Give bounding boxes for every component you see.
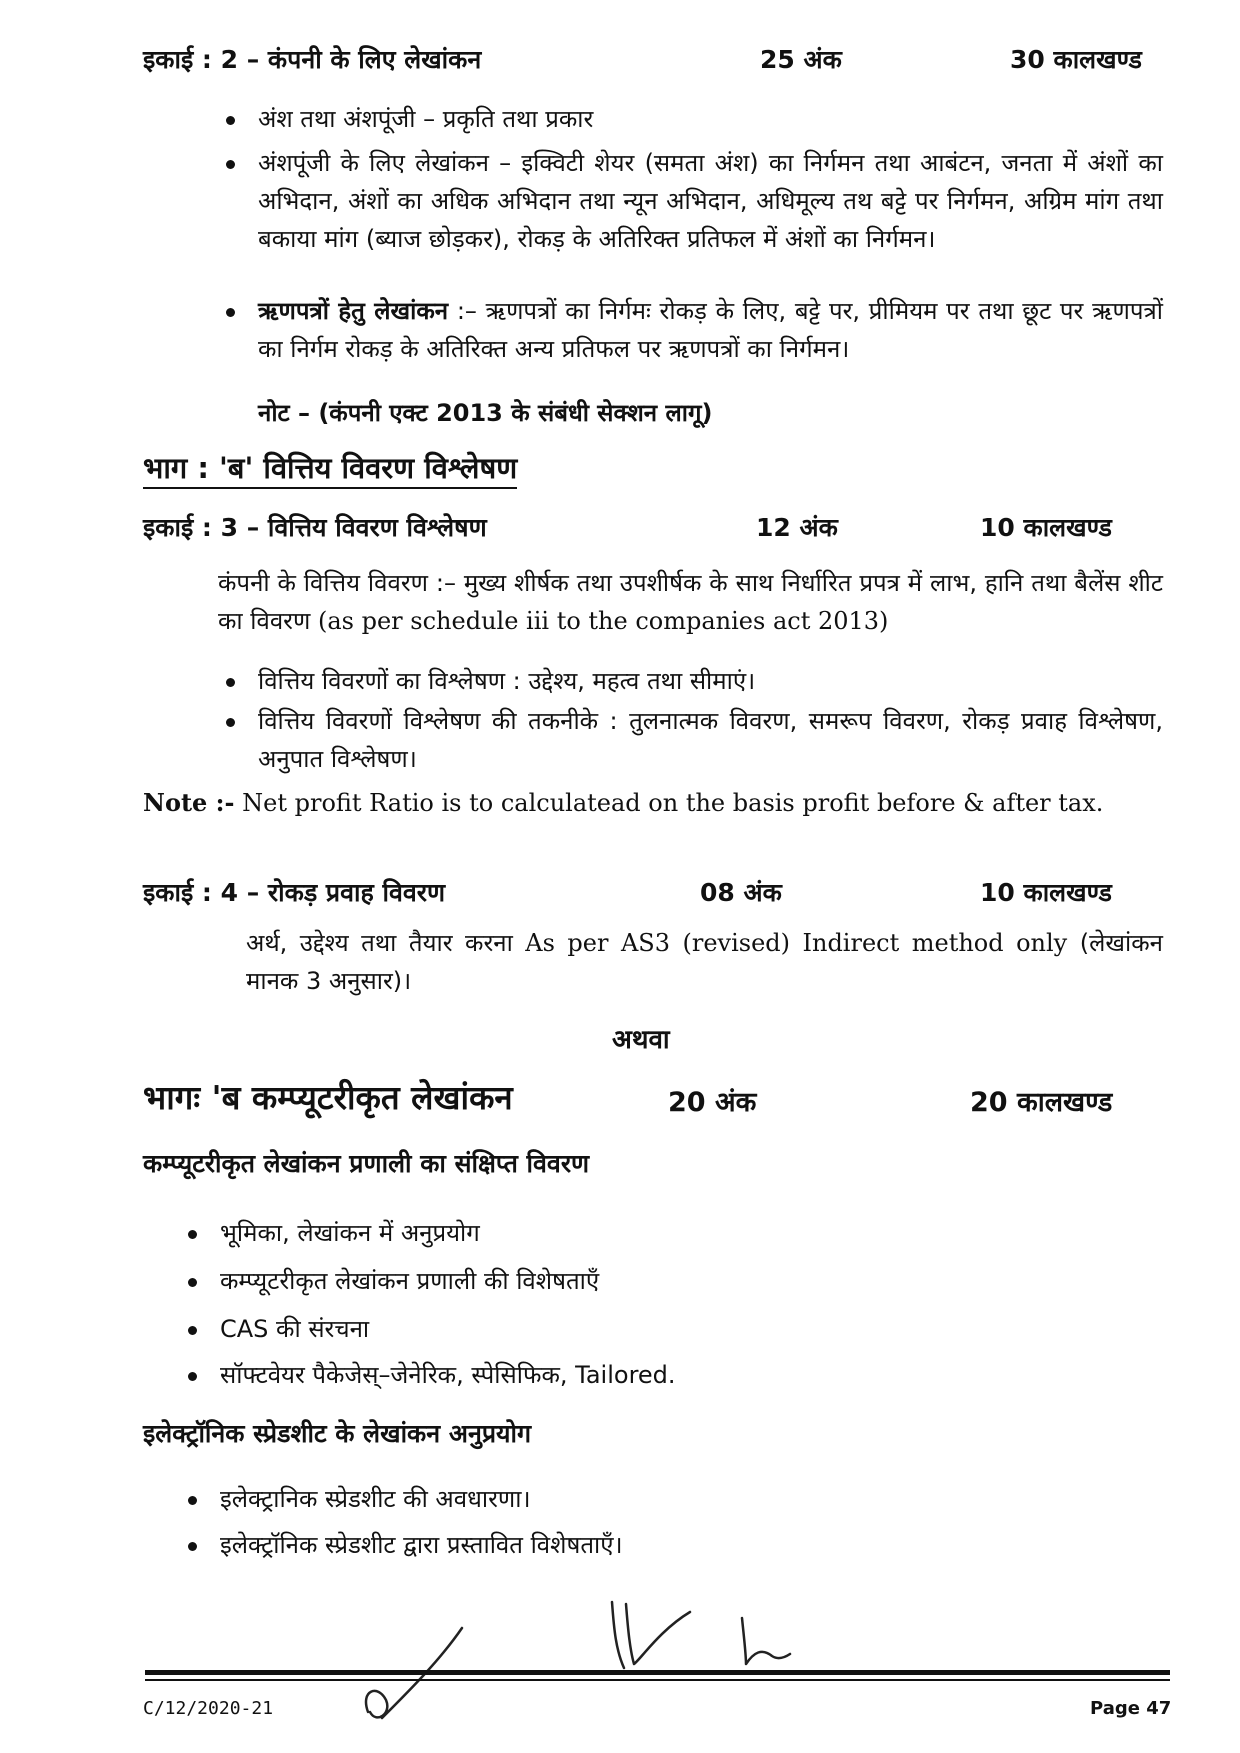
unit4-marks: 08 अंक (700, 878, 782, 907)
unit2-bullet-2: अंशपूंजी के लिए लेखांकन – इक्विटी शेयर (समता अंश) का निर्गमन तथा आबंटन, जनता में अंशों का अभिदान, अंशों का अधिक अभिदान तथा न्यून अभिदान, अधिमूल्य तथ बट्टे पर निर्गमन, अग्रिम मांग तथा बकाया मांग (ब्याज छोड़कर), रोकड़ के अतिरिक्त प्रतिफल में अंशों का निर्गमन। (258, 149, 1163, 253)
unit3-note-label: Note :- (143, 788, 235, 817)
section1-title: कम्प्यूटरीकृत लेखांकन प्रणाली का संक्षिप्त विवरण (143, 1149, 590, 1178)
unit3-intro-english: (as per schedule iii to the companies act 2013) (318, 607, 889, 635)
unit3-note-text: Net profit Ratio is to calculatead on the basis profit before & after tax. (242, 789, 1104, 817)
unit4-text-english: As per AS3 (revised) Indirect method only (525, 929, 1068, 957)
part-b2-marks: 20 अंक (668, 1087, 757, 1118)
footer-code: C/12/2020-21 (143, 1698, 274, 1719)
unit4-text-hindi-1: अर्थ, उद्देश्य तथा तैयार करना (246, 929, 513, 957)
unit4-text-hindi-2: (लेखांकन मानक 3 अनुसार)। (246, 929, 1163, 995)
unit2-periods: 30 कालखण्ड (1010, 45, 1142, 74)
unit2-note: नोट – (कंपनी एक्ट 2013 के संबंधी सेक्शन लागू) (258, 399, 713, 427)
section1-bullet-3: CAS की संरचना (220, 1315, 370, 1343)
unit2-bullet-1: अंश तथा अंशपूंजी – प्रकृति तथा प्रकार (258, 105, 594, 133)
unit4-periods: 10 कालखण्ड (980, 878, 1112, 907)
section1-bullet-1: भूमिका, लेखांकन में अनुप्रयोग (220, 1219, 480, 1247)
footer-rule-thick (145, 1670, 1170, 1675)
footer-rule-thin (145, 1679, 1170, 1681)
unit2-marks: 25 अंक (760, 45, 842, 74)
unit3-bullet-1: वित्तिय विवरणों का विश्लेषण : उद्देश्य, महत्व तथा सीमाएं। (258, 667, 756, 695)
unit2-title: इकाई : 2 – कंपनी के लिए लेखांकन (143, 45, 482, 74)
unit4-title: इकाई : 4 – रोकड़ प्रवाह विवरण (143, 878, 446, 907)
part-b1-title-text: भाग : 'ब' वित्तिय विवरण विश्लेषण (143, 451, 517, 489)
section1-bullet-2: कम्प्यूटरीकृत लेखांकन प्रणाली की विशेषताएँ (220, 1267, 600, 1295)
part-b2-title: भागः 'ब कम्प्यूटरीकृत लेखांकन (143, 1078, 513, 1117)
section2-title: इलेक्ट्रॉनिक स्प्रेडशीट के लेखांकन अनुप्रयोग (143, 1419, 532, 1448)
section2-bullet-1: इलेक्ट्रानिक स्प्रेडशीट की अवधारणा। (220, 1485, 531, 1513)
section1-bullet-4: सॉफ्टवेयर पैकेजेस्–जेनेरिक, स्पेसिफिक, Tailored. (220, 1361, 676, 1389)
unit3-title: इकाई : 3 – वित्तिय विवरण विश्लेषण (143, 513, 487, 542)
part-b2-periods: 20 कालखण्ड (970, 1087, 1113, 1118)
unit2-bullet-3-bold: ऋणपत्रों हेतु लेखांकन (258, 297, 449, 325)
unit3-intro-hindi: कंपनी के वित्तिय विवरण :– मुख्य शीर्षक तथा उपशीर्षक के साथ निर्धारित प्रपत्र में लाभ, हानि तथा बैलेंस शीट का विवरण (218, 569, 1163, 635)
signature-3 (742, 1618, 790, 1664)
footer-page: Page 47 (1090, 1698, 1172, 1719)
signature-2 (612, 1602, 690, 1668)
or-label: अथवा (612, 1025, 670, 1055)
section2-bullet-2: इलेक्ट्रॉनिक स्प्रेडशीट द्वारा प्रस्तावित विशेषताएँ। (220, 1531, 623, 1559)
unit2-bullet-3-rest: :– ऋणपत्रों का निर्गमः रोकड़ के लिए, बट्टे पर, प्रीमियम पर तथा छूट पर ऋणपत्रों का निर्गम रोकड़ के अतिरिक्त अन्य प्रतिफल पर ऋणपत्रों का निर्गमन। (258, 297, 1163, 363)
unit3-periods: 10 कालखण्ड (980, 513, 1112, 542)
unit3-marks: 12 अंक (756, 513, 838, 542)
unit3-bullet-2: वित्तिय विवरणों विश्लेषण की तकनीके : तुलनात्मक विवरण, समरूप विवरण, रोकड़ प्रवाह विश्लेषण, अनुपात विश्लेषण। (258, 707, 1163, 773)
